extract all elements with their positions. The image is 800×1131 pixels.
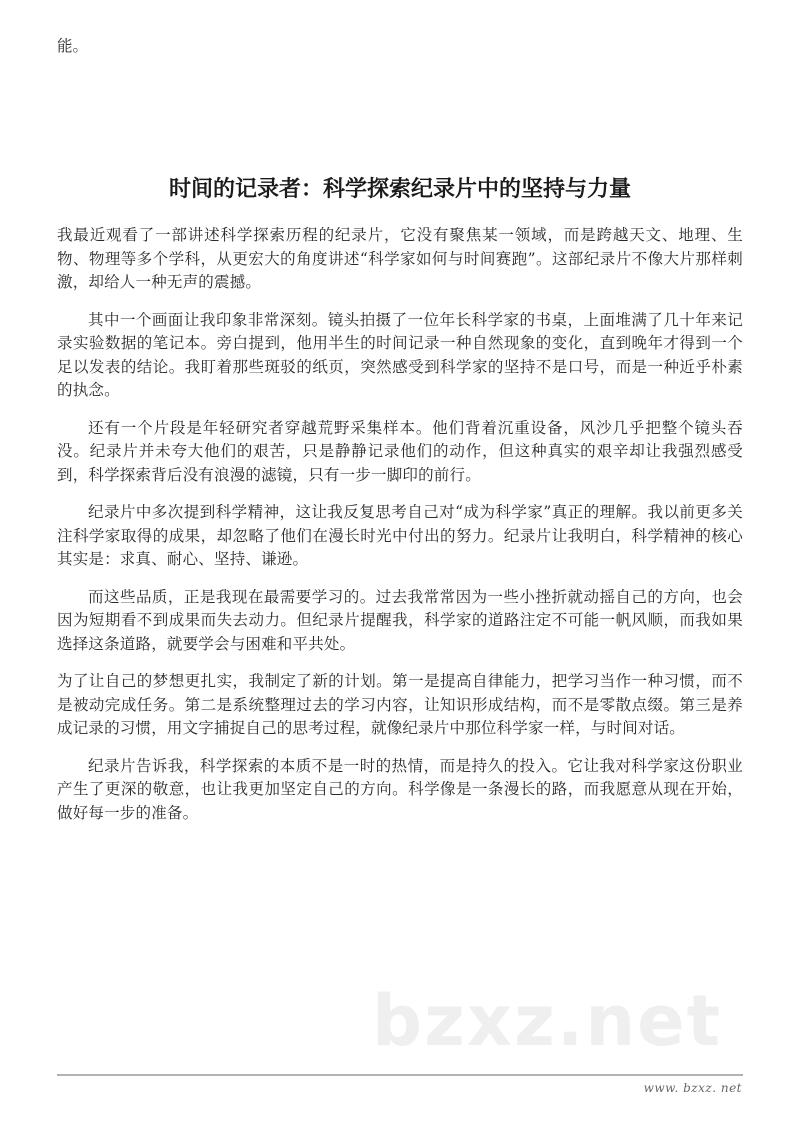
document-body [57,224,743,839]
paragraph-3: 还有一个片段是年轻研究者穿越荒野采集样本。他们背着沉重设备，风沙几乎把整个镜头吞没。纪录片并未夸大他们的艰苦，只是静静记录他们的动作，但这种真实的艰辛却让我强烈感受到，科学探索背后没有浪漫的滤镜，只有一步一脚印的前行。 [57,418,743,484]
carry-over-text: 能。 [57,37,89,55]
paragraph-4: 纪录片中多次提到科学精神，这让我反复思考自己对“成为科学家”真正的理解。我以前更多关注科学家取得的成果，却忽略了他们在漫长时光中付出的努力。纪录片让我明白，科学精神的核心其实是：求真、耐心、坚持、谦逊。 [57,503,743,568]
paragraph-2: 其中一个画面让我印象非常深刻。镜头拍摄了一位年长科学家的书桌，上面堆满了几十年来记录实验数据的笔记本。旁白提到，他用半生的时间记录一种自然现象的变化，直到晚年才得到一个足以发表的结论。我盯着那些斑驳的纸页，突然感受到科学家的坚持不是口号，而是一种近乎朴素的执念。 [57,310,743,399]
paragraph-7: 纪录片告诉我，科学探索的本质不是一时的热情，而是持久的投入。它让我对科学家这份职业产生了更深的敬意，也让我更加坚定自己的方向。科学像是一条漫长的路，而我愿意从现在开始，做好每一步的准备。 [57,756,743,822]
footer-divider [57,1074,743,1076]
watermark: bzxz.net [372,980,723,1062]
paragraph-5: 而这些品质，正是我现在最需要学习的。过去我常常因为一些小挫折就动摇自己的方向，也会因为短期看不到成果而失去动力。但纪录片提醒我，科学家的道路注定不可能一帆风顺，而我如果选择这条道路，就要学会与困难和平共处。 [57,587,743,653]
footer-url: www. bzxz. net [643,1081,742,1095]
paragraph-1: 我最近观看了一部讲述科学探索历程的纪录片，它没有聚焦某一领域，而是跨越天文、地理、生物、物理等多个学科，从更宏大的角度讲述“科学家如何与时间赛跑”。这部纪录片不像大片那样刺激，却给人一种无声的震撼。 [57,226,743,291]
paragraph-6: 为了让自己的梦想更扎实，我制定了新的计划。第一是提高自律能力，把学习当作一种习惯，而不是被动完成任务。第二是系统整理过去的学习内容，让知识形成结构，而不是零散点缀。第三是养成记录的习惯，用文字捕捉自己的思考过程，就像纪录片中那位科学家一样，与时间对话。 [57,672,743,737]
document-title: 时间的记录者：科学探索纪录片中的坚持与力量 [168,177,631,202]
